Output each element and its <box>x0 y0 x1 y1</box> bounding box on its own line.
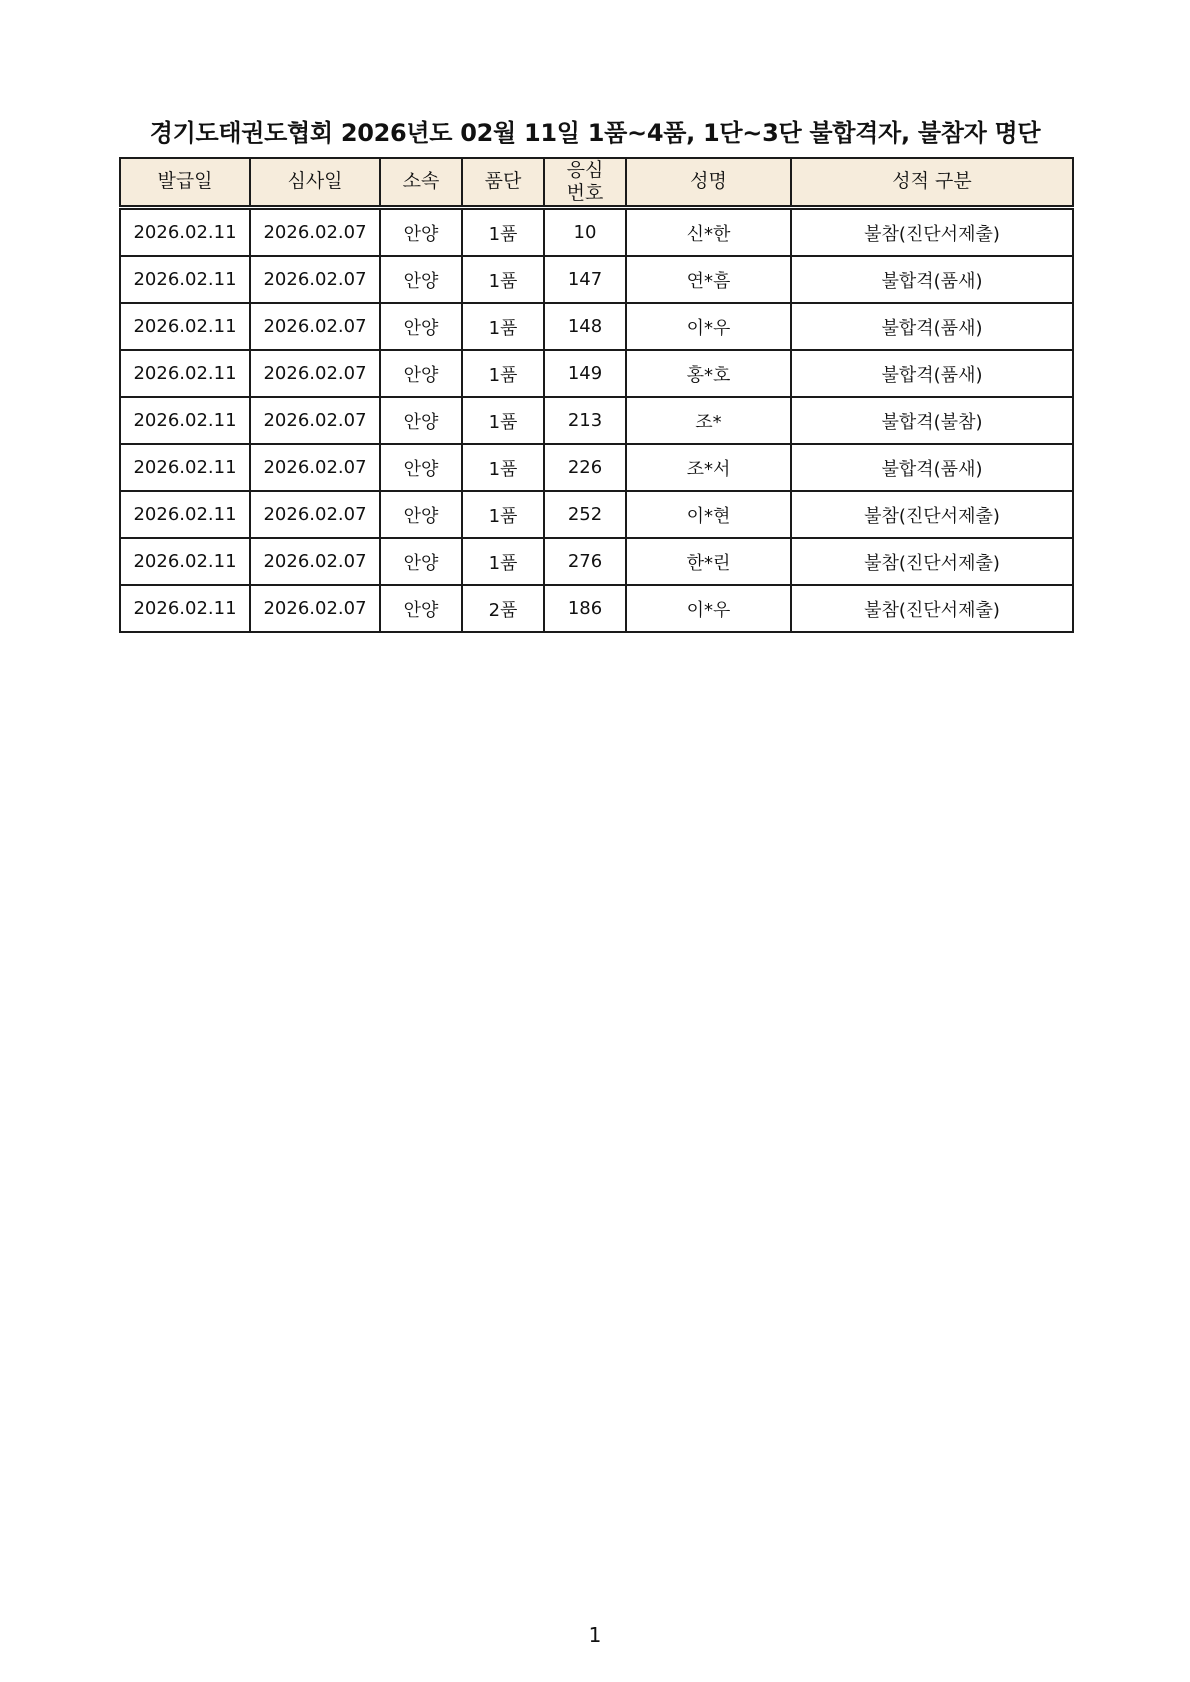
cell-exam-date: 2026.02.07 <box>250 350 380 397</box>
header-result: 성적 구분 <box>791 158 1073 208</box>
cell-exam-date: 2026.02.07 <box>250 303 380 350</box>
cell-name: 조* <box>626 397 791 444</box>
cell-exam-date: 2026.02.07 <box>250 585 380 632</box>
cell-result: 불참(진단서제출) <box>791 585 1073 632</box>
cell-name: 이*우 <box>626 585 791 632</box>
cell-affiliation: 안양 <box>380 491 462 538</box>
cell-exam-number: 252 <box>544 491 626 538</box>
table-row <box>120 208 1073 257</box>
cell-result: 불합격(품새) <box>791 444 1073 491</box>
cell-affiliation: 안양 <box>380 585 462 632</box>
cell-exam-number: 213 <box>544 397 626 444</box>
cell-rank: 1품 <box>462 397 544 444</box>
cell-exam-date: 2026.02.07 <box>250 397 380 444</box>
cell-rank: 1품 <box>462 491 544 538</box>
cell-result: 불참(진단서제출) <box>791 538 1073 585</box>
cell-issue-date: 2026.02.11 <box>120 538 250 585</box>
document-title: 경기도태권도협회 2026년도 02월 11일 1품~4품, 1단~3단 불합격자, 불참자 명단 <box>149 119 1041 147</box>
cell-result: 불합격(품새) <box>791 303 1073 350</box>
cell-issue-date: 2026.02.11 <box>120 444 250 491</box>
cell-exam-number: 226 <box>544 444 626 491</box>
header-rank: 품단 <box>462 158 544 208</box>
cell-result: 불합격(품새) <box>791 256 1073 303</box>
cell-affiliation: 안양 <box>380 444 462 491</box>
cell-exam-number: 276 <box>544 538 626 585</box>
table-row <box>120 350 1073 397</box>
cell-issue-date: 2026.02.11 <box>120 303 250 350</box>
cell-name: 신*한 <box>626 208 791 257</box>
cell-rank: 1품 <box>462 208 544 257</box>
cell-issue-date: 2026.02.11 <box>120 585 250 632</box>
table-row <box>120 256 1073 303</box>
table-row <box>120 444 1073 491</box>
header-exam-date: 심사일 <box>250 158 380 208</box>
header-affiliation: 소속 <box>380 158 462 208</box>
cell-exam-number: 148 <box>544 303 626 350</box>
cell-exam-date: 2026.02.07 <box>250 444 380 491</box>
cell-affiliation: 안양 <box>380 208 462 257</box>
header-exam-number-line2: 번호 <box>566 182 604 204</box>
cell-exam-number: 149 <box>544 350 626 397</box>
cell-name: 이*현 <box>626 491 791 538</box>
cell-issue-date: 2026.02.11 <box>120 350 250 397</box>
header-exam-number <box>544 158 626 208</box>
cell-rank: 2품 <box>462 585 544 632</box>
cell-rank: 1품 <box>462 538 544 585</box>
cell-result: 불합격(품새) <box>791 350 1073 397</box>
cell-name: 홍*호 <box>626 350 791 397</box>
cell-affiliation: 안양 <box>380 350 462 397</box>
cell-rank: 1품 <box>462 350 544 397</box>
cell-rank: 1품 <box>462 303 544 350</box>
table-row <box>120 397 1073 444</box>
header-issue-date: 발급일 <box>120 158 250 208</box>
cell-result: 불합격(불참) <box>791 397 1073 444</box>
cell-affiliation: 안양 <box>380 256 462 303</box>
cell-result: 불참(진단서제출) <box>791 491 1073 538</box>
cell-exam-date: 2026.02.07 <box>250 538 380 585</box>
header-name: 성명 <box>626 158 791 208</box>
page-number: 1 <box>588 1623 602 1647</box>
cell-issue-date: 2026.02.11 <box>120 491 250 538</box>
header-exam-number-line1: 응심 <box>566 159 604 181</box>
cell-exam-number: 147 <box>544 256 626 303</box>
cell-name: 한*린 <box>626 538 791 585</box>
table-row <box>120 538 1073 585</box>
table-row <box>120 585 1073 632</box>
cell-rank: 1품 <box>462 444 544 491</box>
cell-name: 이*우 <box>626 303 791 350</box>
table-row <box>120 491 1073 538</box>
cell-rank: 1품 <box>462 256 544 303</box>
cell-name: 연*흠 <box>626 256 791 303</box>
cell-affiliation: 안양 <box>380 397 462 444</box>
cell-result: 불참(진단서제출) <box>791 208 1073 257</box>
cell-issue-date: 2026.02.11 <box>120 256 250 303</box>
cell-exam-date: 2026.02.07 <box>250 208 380 257</box>
table-row <box>120 303 1073 350</box>
cell-affiliation: 안양 <box>380 303 462 350</box>
table-header-row <box>120 158 1073 208</box>
cell-exam-date: 2026.02.07 <box>250 256 380 303</box>
cell-exam-date: 2026.02.07 <box>250 491 380 538</box>
cell-exam-number: 186 <box>544 585 626 632</box>
cell-issue-date: 2026.02.11 <box>120 208 250 257</box>
cell-exam-number: 10 <box>544 208 626 257</box>
cell-issue-date: 2026.02.11 <box>120 397 250 444</box>
cell-name: 조*서 <box>626 444 791 491</box>
cell-affiliation: 안양 <box>380 538 462 585</box>
result-table <box>119 157 1074 633</box>
